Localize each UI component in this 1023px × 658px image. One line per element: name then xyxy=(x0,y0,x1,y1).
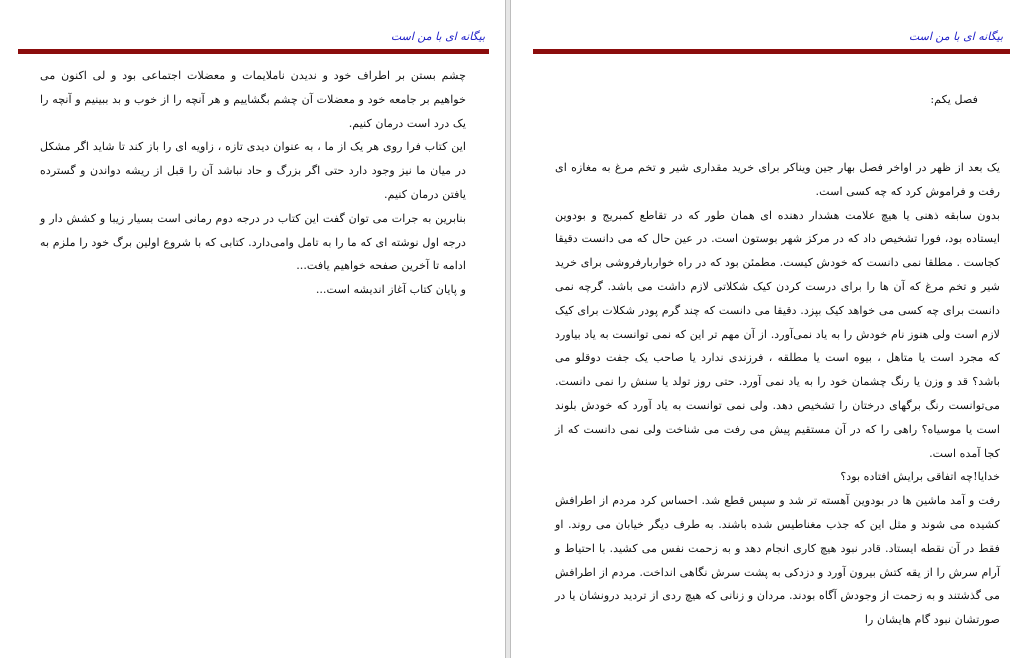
chapter-heading: فصل یکم: xyxy=(930,93,978,106)
running-head: بیگانه ای با من است xyxy=(908,30,1003,43)
paragraph: رفت و آمد ماشین ها در بودوین آهسته تر شد و سپس قطع شد. احساس کرد مردم از اطرافش کشیده می شوند و مثل این که جذب مغناطیس شده باشند. به طرف دیگر خیابان می روند. او فقط در آن نقطه ایستاد. قادر نبود هیچ کاری انجام دهد و به زحمت نفس می کشید. با احتیاط و آرام سرش را از یقه کتش بیرون آورد و دزدکی به پشت سرش نگاهی انداخت. مردم از اطرافش می گذشتند و به زحمت از وجودش آگاه بودند. مردان و زنانی که هیچ ردی از تردید درونشان یا در صورتشان نبود گام هایشان را xyxy=(555,494,1000,627)
page-body xyxy=(40,64,466,302)
header-rule xyxy=(18,49,489,54)
running-head: بیگانه ای با من است xyxy=(390,30,485,43)
paragraph: این کتاب فرا روی هر یک از ما ، به عنوان دیدی تازه ، زاویه ای را باز کند تا شاید اگر مشکل در میان ما نیز وجود دارد حتی اگر بزرگ و حاد نباشد آن را قبل از ریشه دواندن و گسترده یافتن درمان کنیم. xyxy=(40,140,466,201)
paragraph: و پایان کتاب آغاز اندیشه است... xyxy=(315,283,466,297)
page-body xyxy=(555,156,1000,632)
paragraph: بدون سابقه ذهنی یا هیچ علامت هشدار دهنده ای همان طور که در تقاطع کمبریج و بودوین ایستاده بود، فورا تشخیص داد که در مرکز شهر بوستون است. در عین حال که می دانست دقیقا کجاست . مطلقا نمی دانست که خودش کیست. مطمئن بود که در راه خواربارفروشی برای خرید شیر و تخم مرغ که آن ها را برای درست کردن کیک شکلاتی لازم داشت می باشد. گرچه نمی دانست برای چه کسی می خواهد کیک بپزد. دقیقا می دانست که چند گرم پودر شکلات برای کیک لازم است ولی هنوز نام خودش را به یاد نمی‌آورد. از آن مهم تر این که نمی توانست به یاد بیاورد که مجرد است یا متاهل ، بیوه است یا مطلقه ، فرزندی ندارد یا صاحب یک جفت دوقلو می باشد؟ قد و وزن یا رنگ چشمان خود را به یاد نمی آورد. حتی روز تولد یا سنش را نمی دانست. می‌توانست رنگ برگهای درختان را تشخیص دهد. ولی نمی توانست به یاد آورد که خودش بلوند است یا موسیاه؟ راهی را که در آن مستقیم پیش می رفت می شناخت ولی نمی دانست که از کجا آمده است. xyxy=(555,208,1000,460)
paragraph: بنابرین به جرات می توان گفت این کتاب در درجه دوم رمانی است بسیار زیبا و کشش دار و درجه اول نوشته ای که ما را به تامل وامی‌دارد. کتابی که با شروع اولین برگ خود را ملزم به ادامه تا آخرین صفحه خواهیم یافت... xyxy=(40,211,466,273)
right-page xyxy=(510,0,1023,658)
paragraph: یک بعد از ظهر در اواخر فصل بهار جین ویناکر برای خرید مقداری شیر و تخم مرغ به مغازه ای رفت و فراموش کرد که چه کسی است. xyxy=(555,161,1000,198)
header-rule xyxy=(533,49,1010,54)
paragraph: خدایا!چه اتفاقی برایش افتاده بود؟ xyxy=(840,470,1000,484)
paragraph: چشم بستن بر اطراف خود و ندیدن ناملایمات و معضلات اجتماعی بود و لی اکنون می خواهیم بر جامعه خود و معضلات آن چشم بگشاییم و هر آنچه را از خوب و بد ببینیم و آنچه را یک درد است درمان کنیم. xyxy=(40,69,466,130)
left-page xyxy=(0,0,506,658)
